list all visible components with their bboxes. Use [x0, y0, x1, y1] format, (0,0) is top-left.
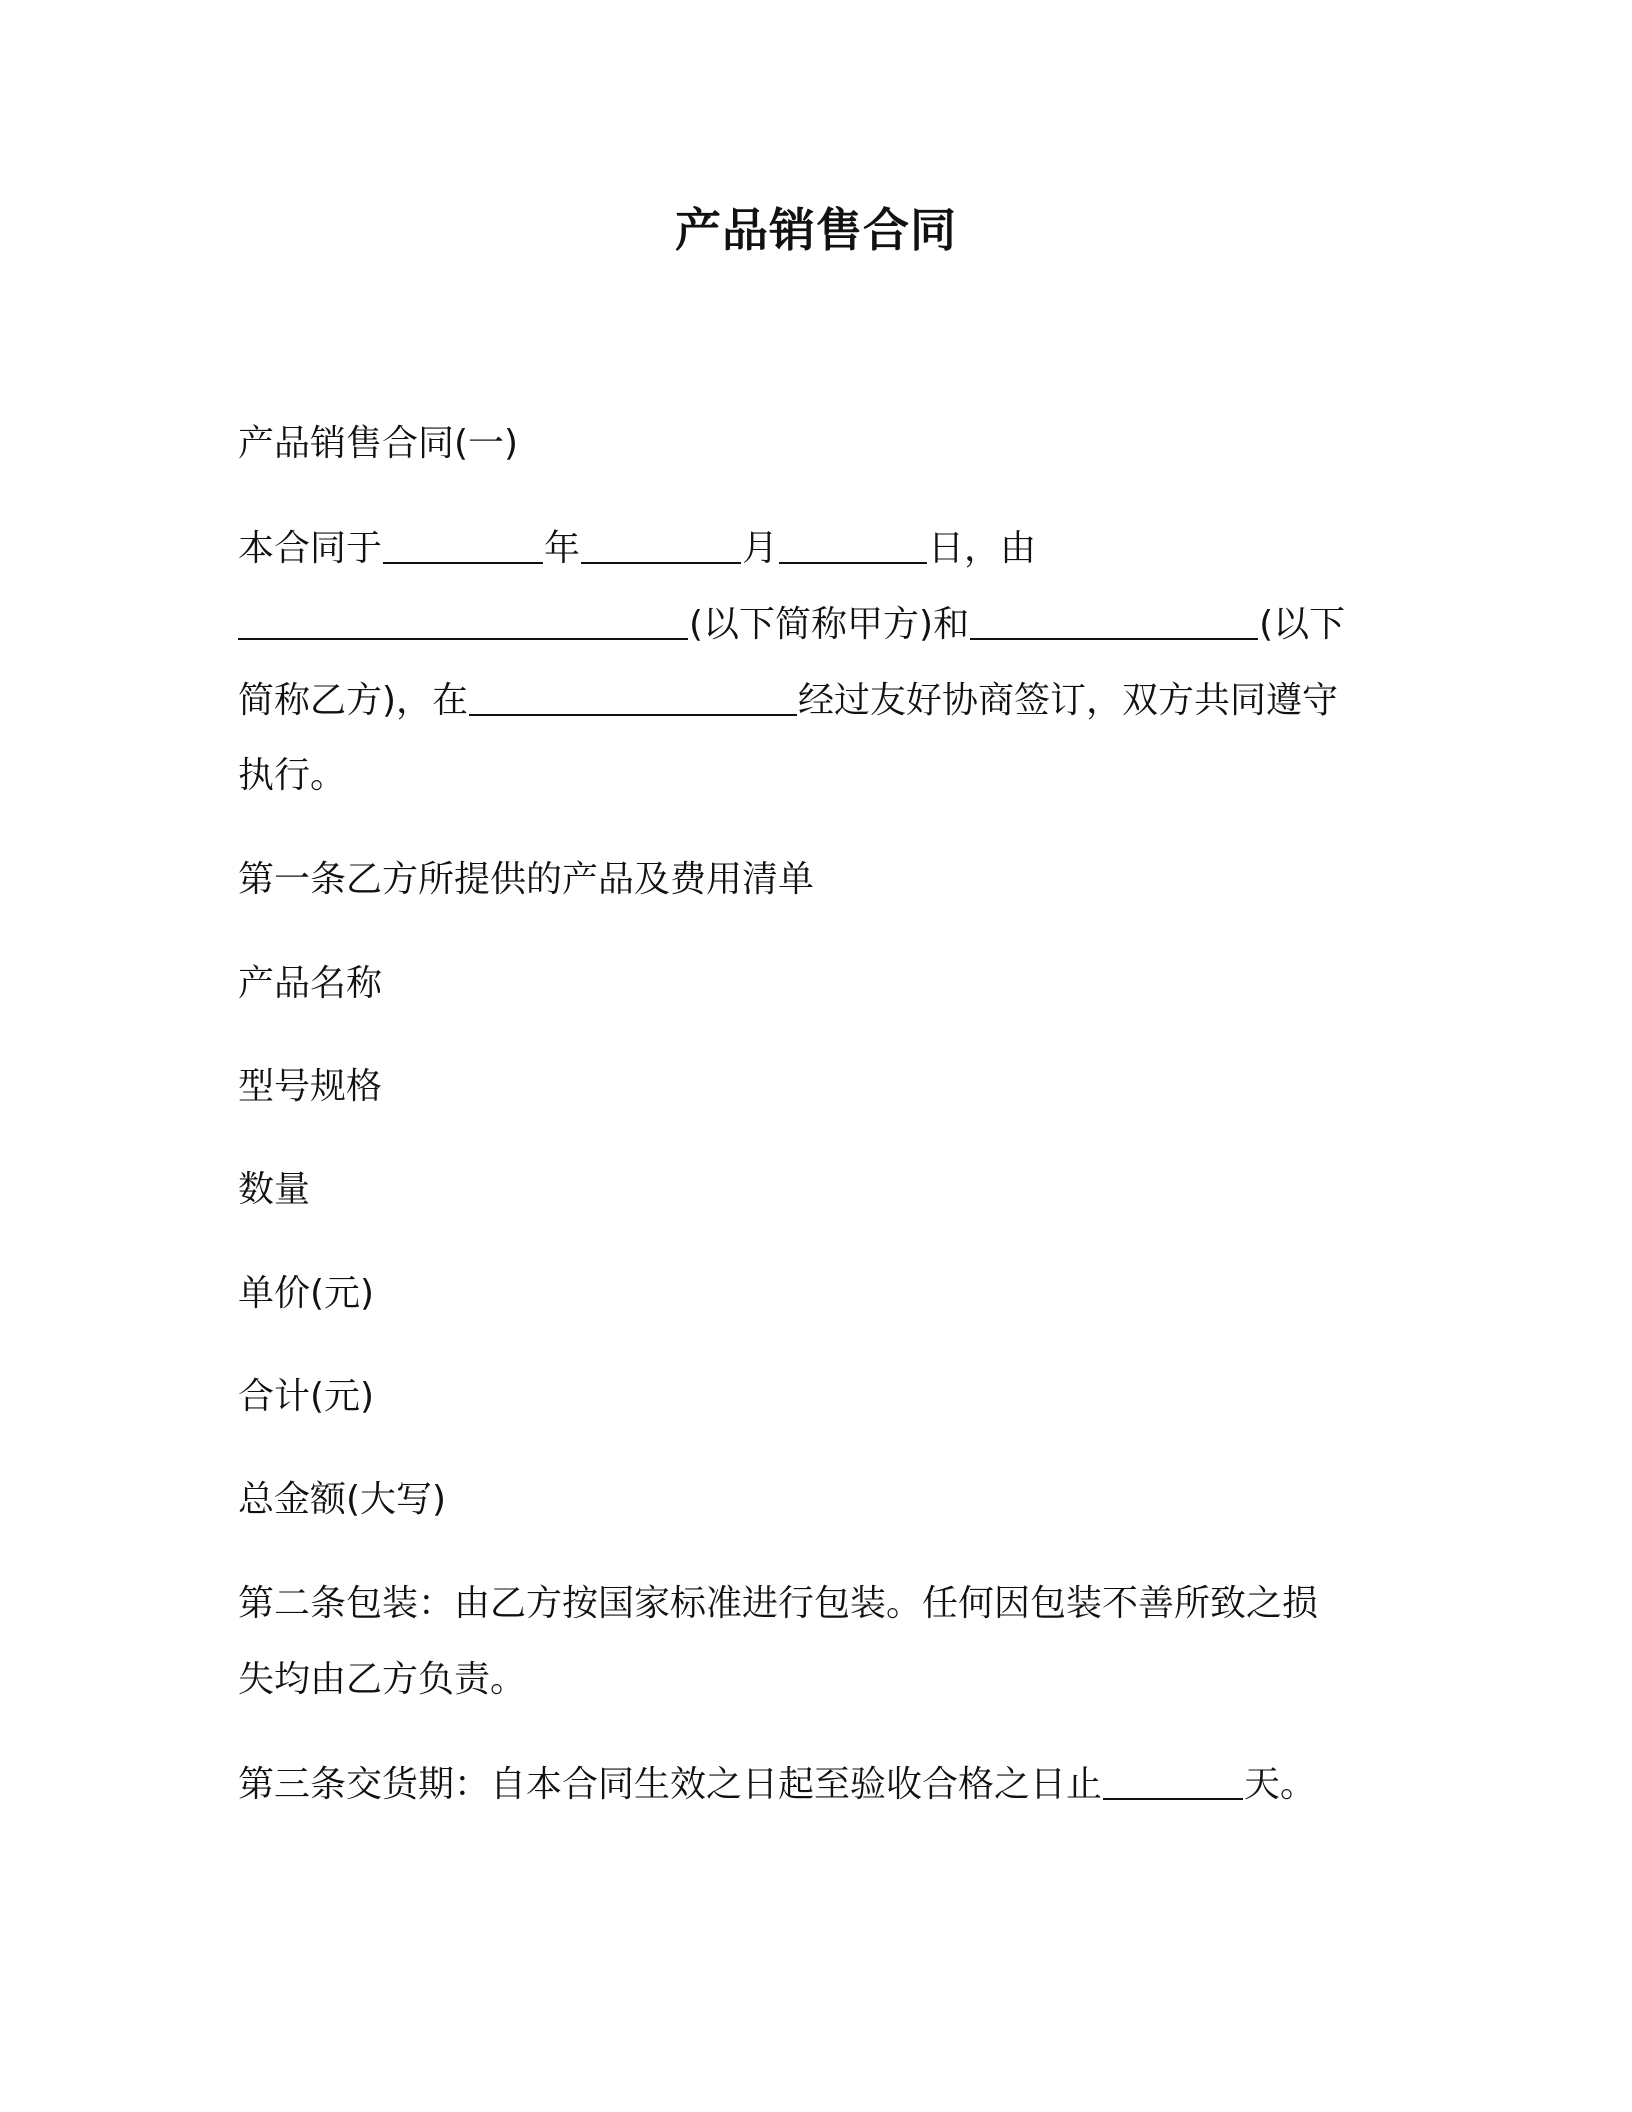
day-blank	[779, 528, 927, 564]
article-3	[238, 1760, 1398, 1809]
intro-text: (以下	[1259, 604, 1346, 645]
article-1-item: 产品名称	[238, 963, 383, 1004]
article-3-text: 第三条交货期：自本合同生效之日起至验收合格之日止	[238, 1764, 1103, 1805]
article-1-item: 总金额(大写)	[238, 1479, 447, 1520]
document-title: 产品销售合同	[675, 203, 957, 257]
intro-line-1	[238, 524, 1398, 573]
intro-text: 本合同于	[238, 528, 383, 569]
party-a-blank	[238, 604, 688, 640]
article-3-text: 天。	[1244, 1764, 1317, 1805]
intro-line-4: 执行。	[238, 755, 347, 796]
article-1-item: 合计(元)	[238, 1376, 375, 1417]
article-1-heading: 第一条乙方所提供的产品及费用清单	[238, 859, 815, 900]
year-blank	[383, 528, 543, 564]
intro-text: 简称乙方)，在	[238, 680, 469, 721]
article-2-line-2: 失均由乙方负责。	[238, 1659, 527, 1700]
month-blank	[581, 528, 741, 564]
article-2-line-1: 第二条包装：由乙方按国家标准进行包装。任何因包装不善所致之损	[238, 1583, 1319, 1624]
location-blank	[469, 680, 797, 716]
intro-text: (以下简称甲方)和	[689, 604, 970, 645]
intro-line-3	[238, 676, 1398, 725]
intro-line-2	[238, 600, 1398, 649]
delivery-days-blank	[1103, 1764, 1243, 1800]
intro-text: 年	[544, 528, 581, 569]
party-b-blank	[970, 604, 1258, 640]
contract-subtitle: 产品销售合同(一)	[238, 423, 519, 464]
intro-text: 月	[742, 528, 779, 569]
intro-text: 日，由	[928, 528, 1037, 569]
article-1-item: 型号规格	[238, 1066, 383, 1107]
intro-text: 经过友好协商签订，双方共同遵守	[798, 680, 1339, 721]
article-1-item: 数量	[238, 1169, 311, 1210]
article-1-item: 单价(元)	[238, 1273, 375, 1314]
